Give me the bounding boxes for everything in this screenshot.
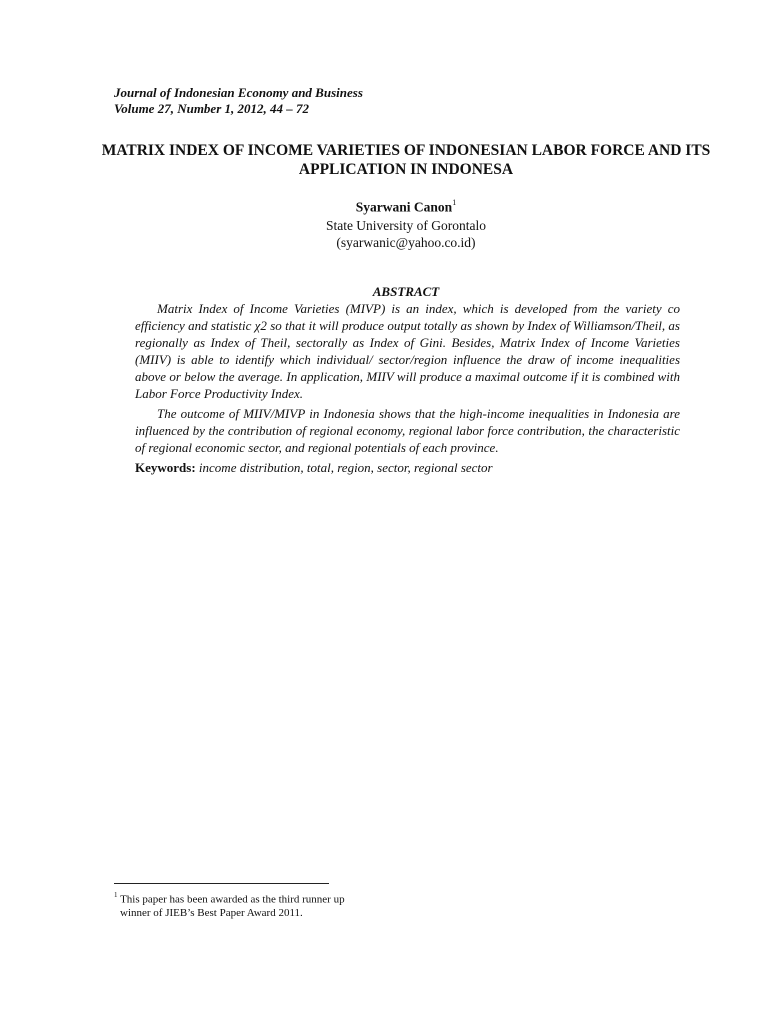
journal-volume: Volume 27, Number 1, 2012, 44 – 72 bbox=[114, 101, 310, 116]
footnote-line-1: This paper has been awarded as the third runner up bbox=[120, 893, 345, 906]
author-line bbox=[100, 195, 712, 216]
keywords-text: income distribution, total, region, sector, regional sector bbox=[198, 460, 493, 475]
journal-name: Journal of Indonesian Economy and Business bbox=[114, 85, 363, 100]
keywords-label: Keywords: bbox=[135, 460, 196, 475]
footnote-divider bbox=[114, 883, 329, 884]
author-name: Syarwani Canon bbox=[355, 199, 453, 215]
abstract-paragraph: Matrix Index of Income Varieties (MIVP) is an index, which is developed from the variety co efficiency and statistic χ2 so that it will produce output totally as shown by Index of Williamson/Theil, as regionally as Index of Theil, sectorally as Index of Gini. Besides, Matrix Index of Income Varieties (MIIV) is able to identify which individual/ sector/region influence the draw of income inequalities above or below the average. In application, MIIV will produce a maximal outcome if it is combined with Labor Force Productivity Index. bbox=[135, 301, 680, 401]
abstract-body bbox=[135, 300, 680, 476]
author-footnote-mark: 1 bbox=[452, 198, 457, 207]
author-affiliation bbox=[100, 217, 712, 251]
footnote-mark: 1 bbox=[114, 891, 118, 899]
journal-header bbox=[114, 85, 363, 117]
footnote-line-2: winner of JIEB’s Best Paper Award 2011. bbox=[120, 906, 303, 919]
author-email: (syarwanic@yahoo.co.id) bbox=[336, 235, 476, 250]
keywords-line bbox=[135, 459, 680, 476]
paper-title: MATRIX INDEX OF INCOME VARIETIES OF INDONESIAN LABOR FORCE AND ITS APPLICATION IN INDONESA bbox=[101, 142, 711, 178]
abstract-paragraph: The outcome of MIIV/MIVP in Indonesia shows that the high-income inequalities in Indonesia are influenced by the contribution of regional economy, regional labor force contribution, the characteristic of regional economic sector, and regional potentials of each province. bbox=[135, 406, 680, 455]
footnote bbox=[114, 890, 394, 920]
abstract-heading: ABSTRACT bbox=[372, 284, 440, 299]
affiliation-name: State University of Gorontalo bbox=[325, 218, 487, 233]
